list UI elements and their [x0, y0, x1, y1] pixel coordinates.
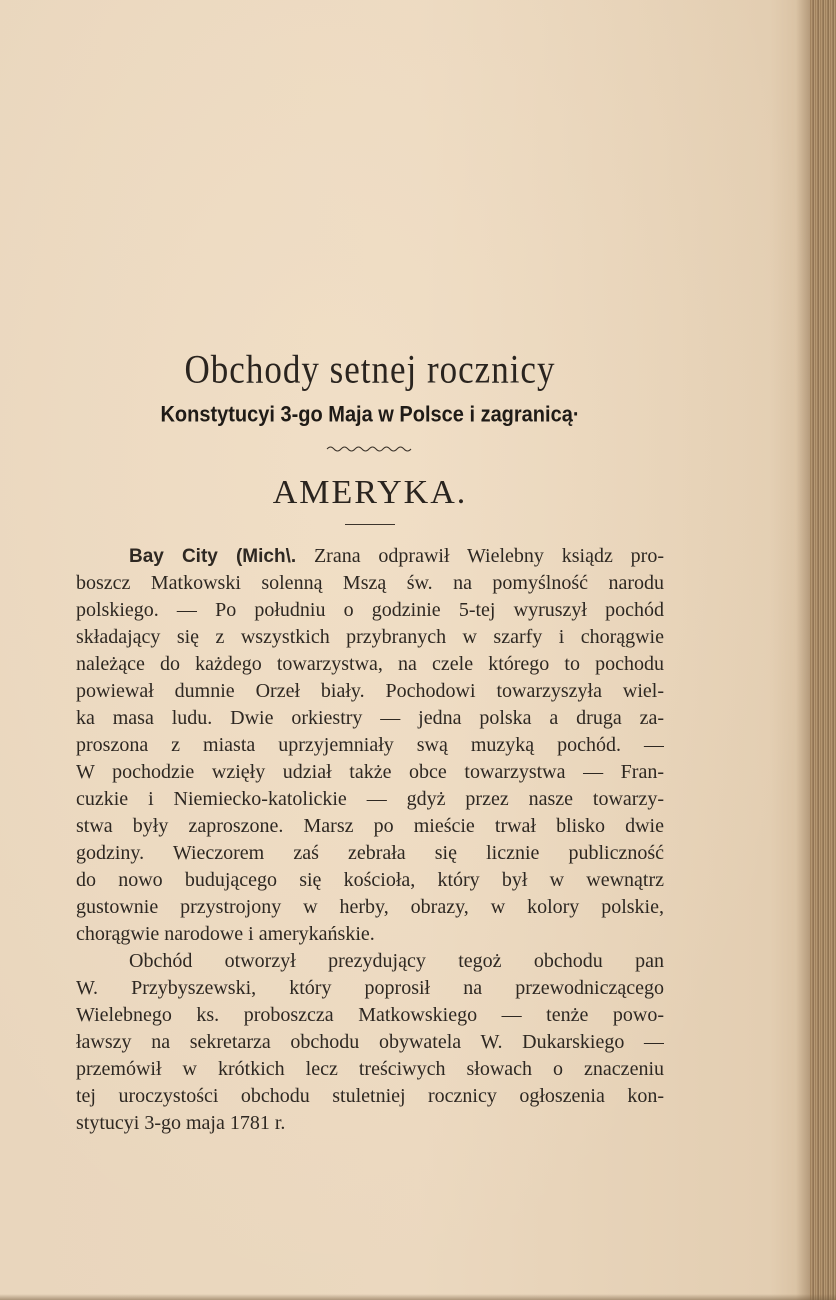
text-line: należące do każdego towarzystwa, na czele którego to pochodu	[76, 653, 664, 675]
text-line: ka masa ludu. Dwie orkiestry — jedna polska a druga za-	[76, 707, 664, 729]
page-title: Obchody setnej rocznicy	[184, 347, 556, 392]
page-edge-shadow	[796, 0, 810, 1300]
text-line: przemówił w krótkich lecz treściwych słowach o znaczeniu	[76, 1058, 664, 1080]
text-line: tej uroczystości obchodu stuletniej rocznicy ogłoszenia kon-	[76, 1085, 664, 1107]
section-heading: AMERYKA.	[272, 474, 468, 511]
text-line: stwa były zaproszone. Marsz po mieście trwał blisko dwie	[76, 815, 664, 837]
text-line	[76, 543, 664, 570]
wavy-ornament-icon	[325, 444, 415, 454]
text-line: ławszy na sekretarza obchodu obywatela W. Dukarskiego —	[76, 1031, 664, 1053]
text-segment: Zrana odprawił Wielebny ksiądz pro-	[313, 545, 664, 567]
text-line: cuzkie i Niemiecko-katolickie — gdyż przez nasze towarzy-	[76, 788, 664, 810]
text-line: gustownie przystrojony w herby, obrazy, w kolory polskie,	[76, 896, 664, 918]
text-line: polskiego. — Po południu o godzinie 5-tej wyruszył pochód	[76, 599, 664, 621]
text-line: do nowo budującego się kościoła, który był w wewnątrz	[76, 869, 664, 891]
page-bottom-edge	[0, 1294, 836, 1300]
text-line: stytucyi 3-go maja 1781 r.	[76, 1112, 286, 1134]
text-line: chorągwie narodowe i amerykańskie.	[76, 923, 375, 945]
text-line: składający się z wszystkich przybranych w szarfy i chorągwie	[76, 626, 664, 648]
place-name: Bay City (Mich\.	[129, 546, 297, 567]
page-subtitle: Konstytucyi 3-go Maja w Polsce i zagranicą·	[160, 402, 580, 428]
text-line: godziny. Wieczorem zaś zebrała się licznie publiczność	[76, 842, 664, 864]
article-body	[76, 543, 664, 1137]
text-line: Obchód otworzył prezydujący tegoż obchodu pan	[129, 950, 664, 972]
page-edge	[810, 0, 836, 1300]
text-line: W. Przybyszewski, który poprosił na przewodniczącego	[76, 977, 664, 999]
text-line: Wielebnego ks. proboszcza Matkowskiego — tenże powo-	[76, 1004, 664, 1026]
text-line: W pochodzie wzięły udział także obce towarzystwa — Fran-	[76, 761, 664, 783]
section-divider	[345, 524, 395, 525]
text-line: boszcz Matkowski solenną Mszą św. na pomyślność narodu	[76, 572, 664, 594]
text-line: powiewał dumnie Orzeł biały. Pochodowi towarzyszyła wiel-	[76, 680, 664, 702]
text-line: proszona z miasta uprzyjemniały swą muzyką pochód. —	[76, 734, 664, 756]
